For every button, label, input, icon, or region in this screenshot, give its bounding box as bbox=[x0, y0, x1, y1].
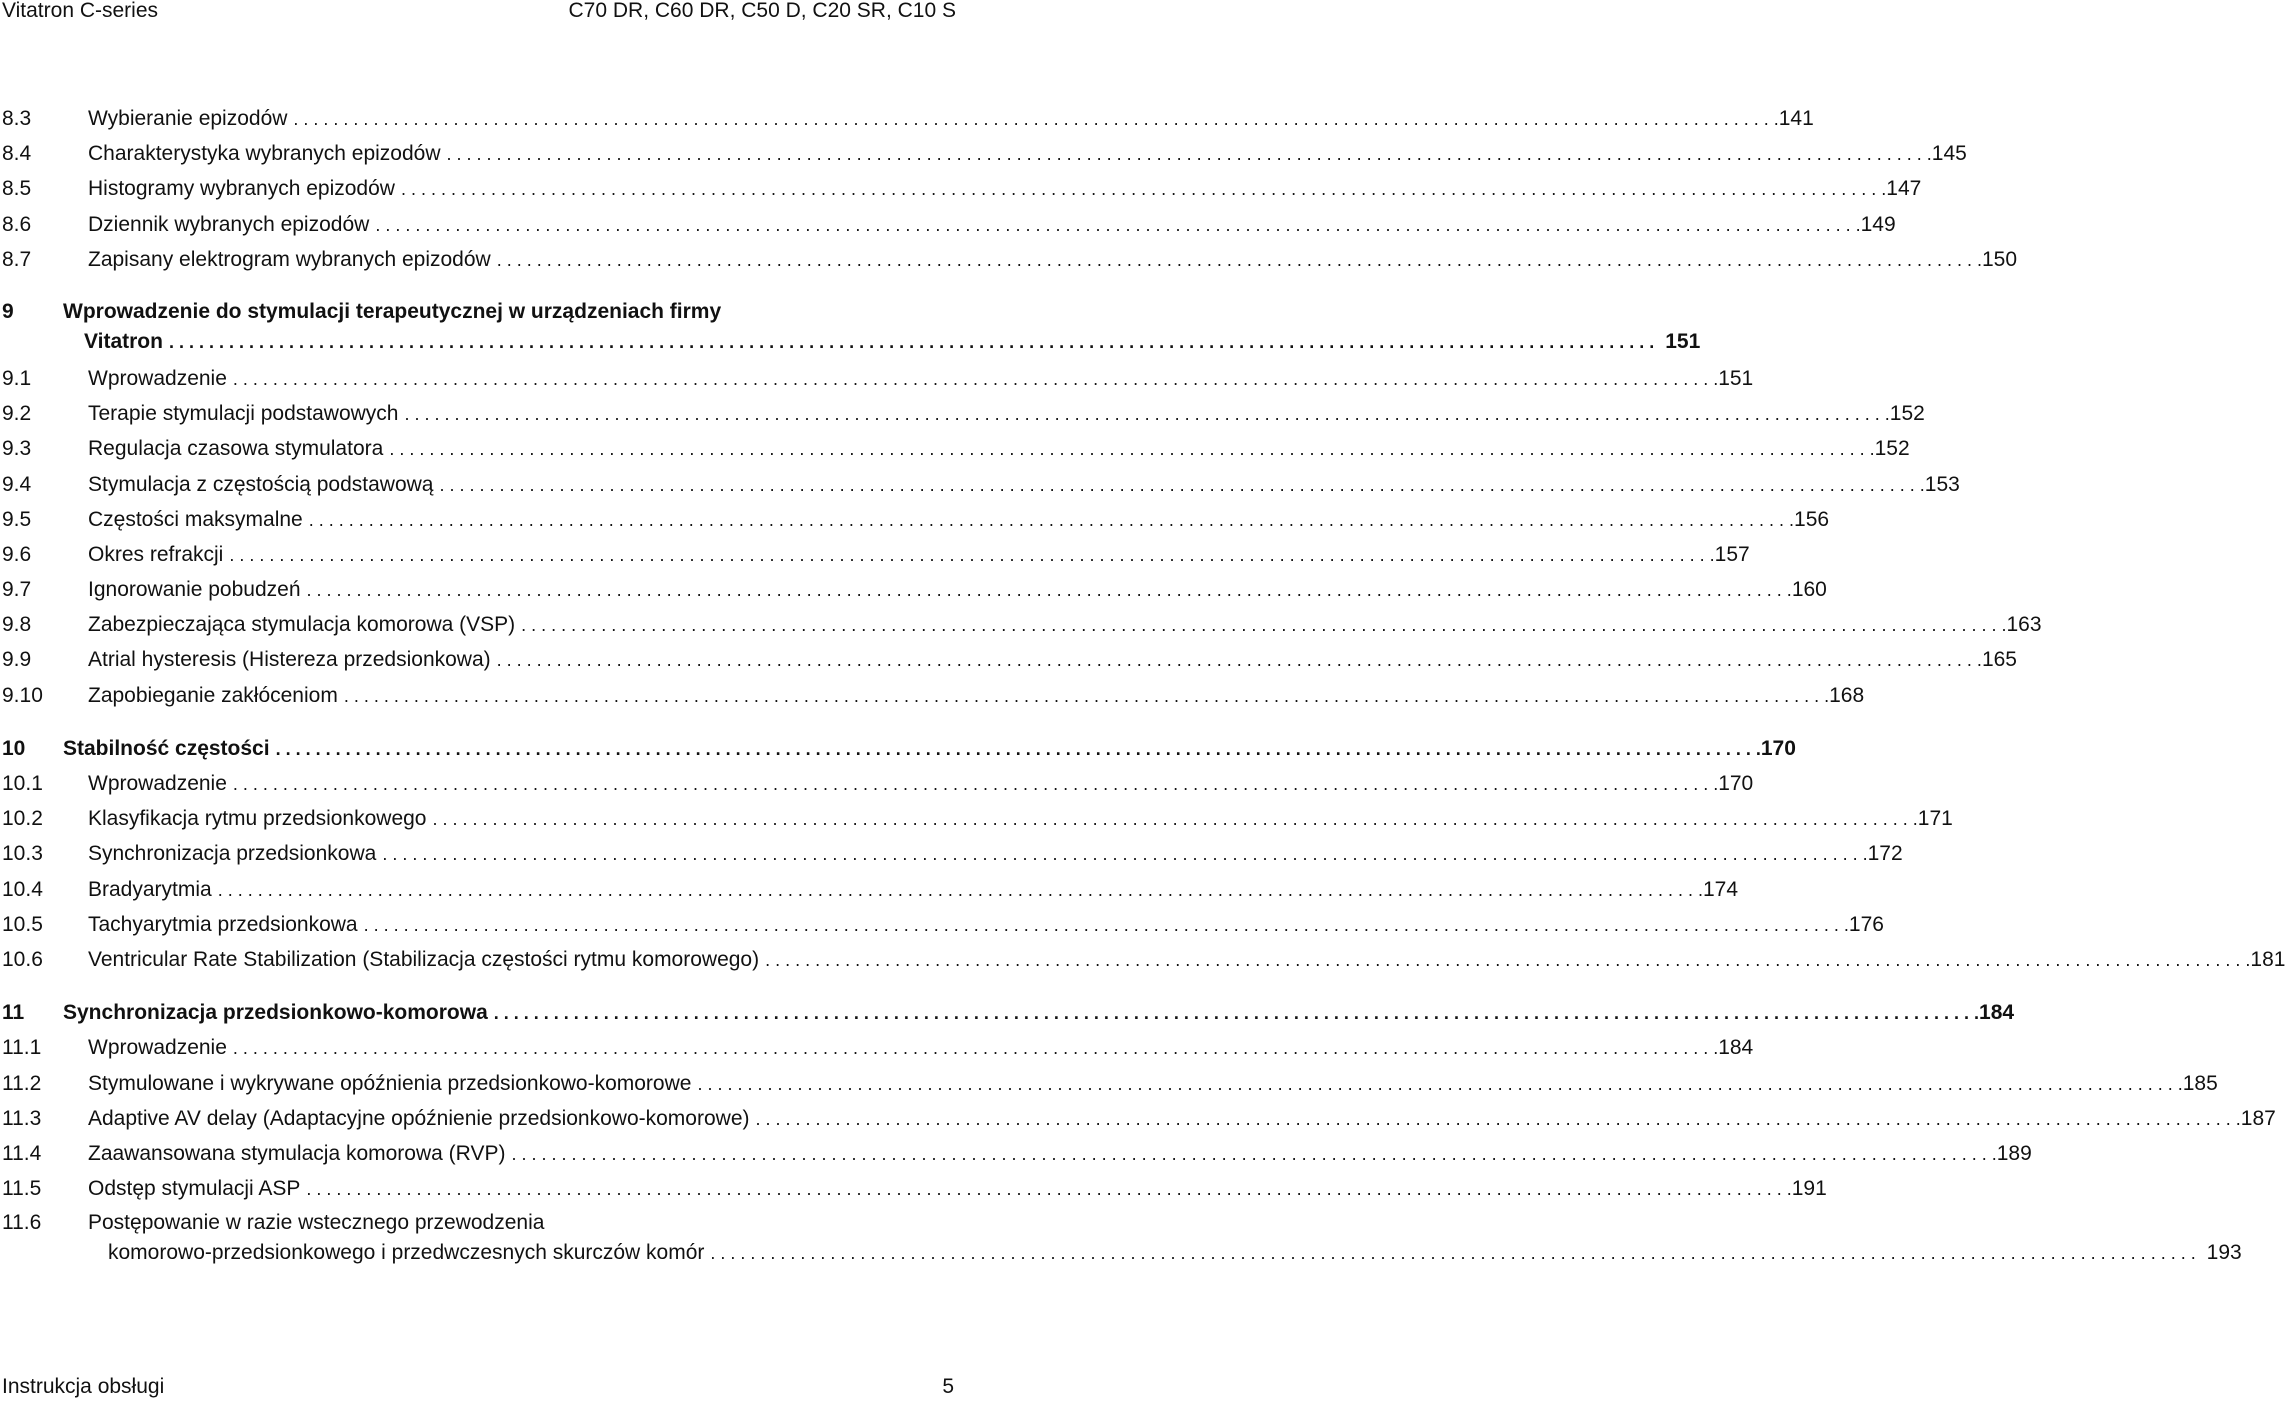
toc-title: Adaptive AV delay (Adaptacyjne opóźnienie przedsionkowo-komorowe) bbox=[88, 1106, 750, 1130]
toc-entry-9-8[interactable] bbox=[0, 607, 2042, 642]
table-of-contents bbox=[0, 101, 2286, 1268]
toc-number: 8.7 bbox=[2, 247, 32, 271]
footer-document-title: Instrukcja obsługi bbox=[2, 1375, 165, 1398]
toc-leader-dots bbox=[382, 837, 1867, 872]
page-footer bbox=[0, 1372, 960, 1402]
toc-title: Zapobieganie zakłóceniom bbox=[88, 683, 338, 707]
toc-leader-dots bbox=[511, 1137, 1996, 1172]
toc-title: Wprowadzenie bbox=[88, 772, 227, 795]
toc-chapter-9[interactable] bbox=[0, 297, 1701, 357]
toc-leader-dots bbox=[309, 503, 1794, 538]
toc-chapter-number: 11 bbox=[2, 1001, 25, 1025]
toc-entry-8-3[interactable] bbox=[0, 101, 1814, 136]
toc-page-number: 191 bbox=[1791, 1177, 1827, 1201]
page-header bbox=[0, 0, 960, 26]
toc-entry-9-1[interactable] bbox=[0, 361, 1754, 396]
toc-title: Histogramy wybranych epizodów bbox=[88, 177, 395, 201]
header-model-list: C70 DR, C60 DR, C50 D, C20 SR, C10 S bbox=[568, 0, 956, 22]
toc-number: 8.6 bbox=[2, 212, 32, 236]
toc-page-number: 187 bbox=[2240, 1106, 2276, 1130]
toc-number: 9.3 bbox=[2, 437, 32, 461]
toc-leader-dots bbox=[497, 643, 1982, 678]
toc-title: Regulacja czasowa stymulatora bbox=[88, 437, 384, 461]
toc-leader-dots bbox=[494, 996, 1979, 1031]
toc-number: 10.2 bbox=[2, 807, 43, 831]
toc-entry-8-7[interactable] bbox=[0, 242, 2018, 277]
toc-number: 9.9 bbox=[2, 648, 32, 672]
toc-title-line2: komorowo-przedsionkowego i przedwczesnych skurczów komór bbox=[108, 1241, 705, 1265]
header-product-name: Vitatron C-series bbox=[2, 0, 159, 22]
toc-entry-10-5[interactable] bbox=[0, 907, 1884, 942]
toc-title: Terapie stymulacji podstawowych bbox=[88, 402, 399, 426]
toc-number: 11.6 bbox=[2, 1211, 42, 1235]
toc-number: 9.7 bbox=[2, 578, 32, 602]
toc-title: Bradyarytmia bbox=[88, 877, 212, 901]
toc-page-number: 168 bbox=[1829, 683, 1865, 707]
toc-title: Synchronizacja przedsionkowa bbox=[88, 842, 377, 866]
toc-leader-dots bbox=[404, 397, 1889, 432]
toc-title: Okres refrakcji bbox=[88, 542, 224, 566]
toc-page-number: 149 bbox=[1860, 212, 1896, 236]
toc-entry-10-1[interactable] bbox=[0, 766, 1754, 801]
toc-page-number: 151 bbox=[1665, 329, 1701, 353]
toc-title: Dziennik wybranych epizodów bbox=[88, 212, 370, 236]
toc-number: 10.1 bbox=[2, 772, 43, 795]
toc-leader-dots bbox=[169, 327, 1654, 357]
toc-page-number: 170 bbox=[1760, 736, 1796, 760]
toc-entry-11-4[interactable] bbox=[0, 1136, 2032, 1171]
toc-page-number: 145 bbox=[1931, 142, 1967, 166]
toc-leader-dots bbox=[276, 732, 1761, 767]
toc-entry-9-5[interactable] bbox=[0, 502, 1830, 537]
toc-page-number: 150 bbox=[1982, 247, 2018, 271]
toc-page-number: 165 bbox=[1981, 648, 2017, 672]
toc-leader-dots bbox=[344, 679, 1829, 714]
toc-title: Stymulacja z częstością podstawową bbox=[88, 472, 434, 496]
toc-title: Ignorowanie pobudzeń bbox=[88, 578, 301, 602]
toc-chapter-10[interactable] bbox=[0, 731, 1796, 766]
toc-chapter-number: 9 bbox=[2, 299, 14, 323]
toc-entry-8-4[interactable] bbox=[0, 136, 1967, 171]
toc-leader-dots bbox=[229, 538, 1714, 573]
toc-title: Zabezpieczająca stymulacja komorowa (VSP) bbox=[88, 613, 516, 637]
toc-entry-11-6[interactable] bbox=[0, 1208, 2242, 1268]
toc-entry-9-4[interactable] bbox=[0, 467, 1960, 502]
toc-page-number: 160 bbox=[1791, 578, 1827, 602]
toc-leader-dots bbox=[389, 432, 1874, 467]
toc-page-number: 163 bbox=[2006, 613, 2042, 637]
toc-leader-dots bbox=[375, 208, 1860, 243]
toc-chapter-title-line1: Wprowadzenie do stymulacji terapeutycznej w urządzeniach firmy bbox=[63, 299, 722, 323]
toc-page-number: 170 bbox=[1718, 772, 1754, 795]
toc-number: 10.3 bbox=[2, 842, 43, 866]
toc-chapter-number: 10 bbox=[2, 736, 26, 760]
toc-leader-dots bbox=[497, 243, 1982, 278]
toc-number: 11.1 bbox=[2, 1036, 42, 1060]
toc-title: Stymulowane i wykrywane opóźnienia przedsionkowo-komorowe bbox=[88, 1071, 692, 1095]
toc-page-number: 184 bbox=[1979, 1001, 2015, 1025]
toc-entry-9-6[interactable] bbox=[0, 537, 1750, 572]
toc-number: 9.4 bbox=[2, 472, 32, 496]
toc-entry-8-5[interactable] bbox=[0, 171, 1922, 206]
toc-number: 8.3 bbox=[2, 107, 32, 130]
toc-number: 9.10 bbox=[2, 683, 43, 707]
toc-page-number: 176 bbox=[1848, 912, 1884, 936]
toc-number: 10.4 bbox=[2, 877, 43, 901]
toc-entry-8-6[interactable] bbox=[0, 207, 1896, 242]
toc-page-number: 147 bbox=[1886, 177, 1922, 201]
toc-page-number: 189 bbox=[1996, 1141, 2032, 1165]
toc-page-number: 184 bbox=[1718, 1036, 1754, 1060]
toc-number: 11.5 bbox=[2, 1177, 42, 1201]
toc-title: Zapisany elektrogram wybranych epizodów bbox=[88, 247, 491, 271]
toc-entry-11-1[interactable] bbox=[0, 1030, 1754, 1065]
toc-entry-10-6[interactable] bbox=[0, 942, 2286, 977]
toc-leader-dots bbox=[233, 362, 1718, 397]
toc-entry-9-10[interactable] bbox=[0, 678, 1865, 713]
toc-leader-dots bbox=[233, 767, 1718, 802]
toc-number: 9.6 bbox=[2, 542, 32, 566]
toc-entry-9-3[interactable] bbox=[0, 431, 1910, 466]
toc-number: 9.2 bbox=[2, 402, 32, 426]
toc-number: 11.2 bbox=[2, 1071, 42, 1095]
toc-page-number: 157 bbox=[1714, 542, 1750, 566]
toc-leader-dots bbox=[307, 573, 1792, 608]
toc-title: Atrial hysteresis (Histereza przedsionkowa) bbox=[88, 648, 491, 672]
toc-page-number: 174 bbox=[1703, 877, 1739, 901]
toc-page-number: 185 bbox=[2182, 1071, 2218, 1095]
toc-leader-dots bbox=[218, 873, 1703, 908]
toc-title: Wprowadzenie bbox=[88, 366, 227, 390]
toc-title: Tachyarytmia przedsionkowa bbox=[88, 912, 358, 936]
toc-leader-dots bbox=[293, 102, 1778, 137]
toc-leader-dots bbox=[765, 943, 2250, 978]
toc-entry-11-2[interactable] bbox=[0, 1066, 2218, 1101]
toc-leader-dots bbox=[710, 1238, 2195, 1268]
toc-leader-dots bbox=[756, 1102, 2241, 1137]
toc-leader-dots bbox=[401, 172, 1886, 207]
toc-number: 10.6 bbox=[2, 947, 43, 971]
toc-chapter-11[interactable] bbox=[0, 995, 2015, 1030]
toc-entry-11-5[interactable] bbox=[0, 1171, 1827, 1206]
toc-entry-10-4[interactable] bbox=[0, 872, 1739, 907]
toc-entry-9-2[interactable] bbox=[0, 396, 1925, 431]
toc-number: 9.8 bbox=[2, 613, 32, 637]
toc-number: 8.5 bbox=[2, 177, 32, 201]
toc-number: 11.4 bbox=[2, 1141, 42, 1165]
toc-leader-dots bbox=[364, 908, 1849, 943]
toc-leader-dots bbox=[440, 468, 1925, 503]
toc-entry-9-7[interactable] bbox=[0, 572, 1827, 607]
toc-title: Wprowadzenie bbox=[88, 1036, 227, 1060]
toc-entry-10-3[interactable] bbox=[0, 836, 1903, 871]
toc-title-line1: Postępowanie w razie wstecznego przewodzenia bbox=[88, 1211, 545, 1235]
toc-leader-dots bbox=[447, 137, 1932, 172]
toc-page-number: 181 bbox=[2250, 947, 2286, 971]
toc-chapter-title-line2: Vitatron bbox=[84, 329, 163, 353]
toc-leader-dots bbox=[521, 608, 2006, 643]
toc-title: Ventricular Rate Stabilization (Stabilizacja częstości rytmu komorowego) bbox=[88, 947, 760, 971]
toc-number: 9.5 bbox=[2, 507, 32, 531]
toc-leader-dots bbox=[233, 1031, 1718, 1066]
toc-title: Charakterystyka wybranych epizodów bbox=[88, 142, 441, 166]
toc-chapter-title: Synchronizacja przedsionkowo-komorowa bbox=[63, 1001, 488, 1025]
toc-number: 10.5 bbox=[2, 912, 43, 936]
toc-page-number: 152 bbox=[1889, 402, 1925, 426]
toc-page-number: 172 bbox=[1867, 842, 1903, 866]
toc-number: 8.4 bbox=[2, 142, 32, 166]
toc-title: Klasyfikacja rytmu przedsionkowego bbox=[88, 807, 427, 831]
toc-number: 11.3 bbox=[2, 1106, 42, 1130]
toc-leader-dots bbox=[432, 802, 1917, 837]
toc-page-number: 152 bbox=[1874, 437, 1910, 461]
toc-leader-dots bbox=[306, 1172, 1791, 1207]
toc-leader-dots bbox=[697, 1067, 2182, 1102]
toc-title: Zaawansowana stymulacja komorowa (RVP) bbox=[88, 1141, 506, 1165]
toc-page-number: 151 bbox=[1718, 366, 1754, 390]
toc-chapter-title: Stabilność częstości bbox=[63, 736, 270, 760]
toc-page-number: 153 bbox=[1924, 472, 1960, 496]
toc-entry-10-2[interactable] bbox=[0, 801, 1953, 836]
toc-page-number: 156 bbox=[1794, 507, 1830, 531]
toc-title: Odstęp stymulacji ASP bbox=[88, 1177, 301, 1201]
toc-entry-9-9[interactable] bbox=[0, 642, 2017, 677]
toc-page-number: 141 bbox=[1778, 107, 1814, 130]
toc-page-number: 171 bbox=[1917, 807, 1953, 831]
footer-page-number: 5 bbox=[942, 1375, 954, 1398]
toc-title: Wybieranie epizodów bbox=[88, 107, 288, 130]
toc-entry-11-3[interactable] bbox=[0, 1101, 2276, 1136]
toc-title: Częstości maksymalne bbox=[88, 507, 303, 531]
toc-number: 9.1 bbox=[2, 366, 32, 390]
toc-page-number: 193 bbox=[2206, 1241, 2242, 1265]
